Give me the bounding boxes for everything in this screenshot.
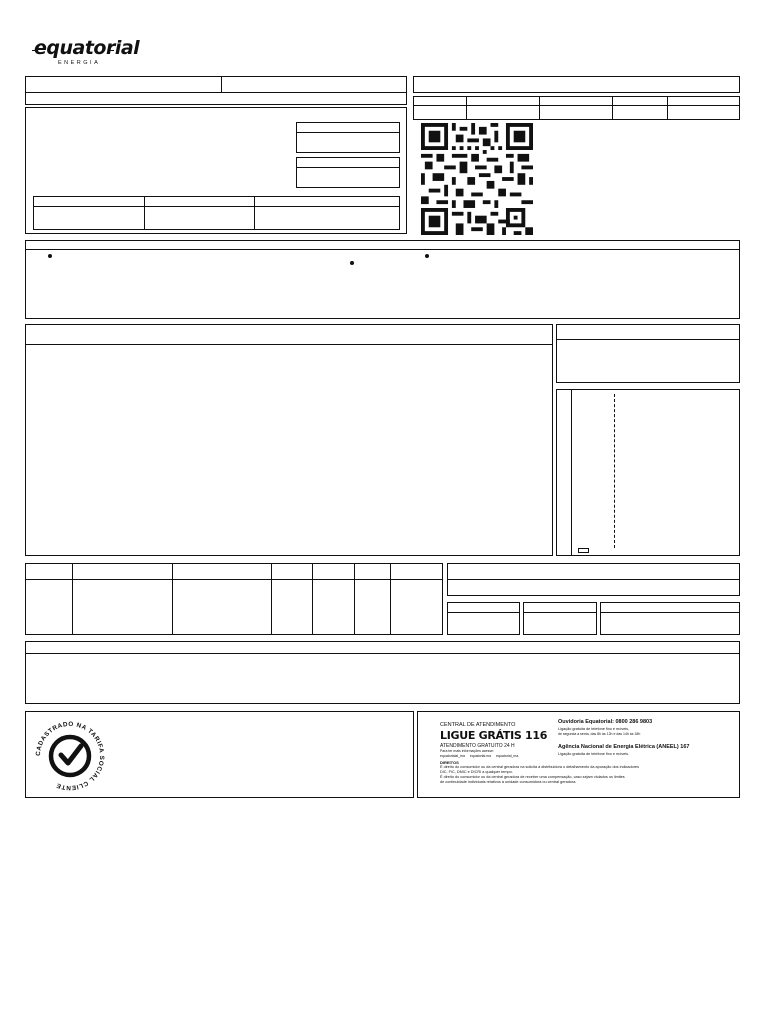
aneel-title: Agência Nacional de Energia Elétrica (ANEEL) 167 [558, 744, 690, 750]
central-label: CENTRAL DE ATENDIMENTO [440, 722, 516, 728]
ligue-gratis-number: LIGUE GRÁTIS 116 [440, 729, 548, 742]
totals-cell-2 [523, 602, 597, 635]
tarifa-social-box [25, 711, 414, 798]
aneel-sub: Ligação gratuita de telefone fixo e móveis. [558, 752, 630, 756]
logo-subtext: ENERGIA [58, 60, 101, 66]
totals-cell-1 [447, 602, 520, 635]
header-left-box [25, 76, 407, 105]
direitos-1b: DIC, FIC, DMIC e DICRI a qualquer tempo. [440, 770, 513, 774]
direitos-2: É direito do consumidor ou da central geradora de receber uma compensação, caso sejam violados os limites [440, 775, 625, 779]
seal-arc-text: CADASTRADO NA TARIFA SOCIAL CLIENTE [34, 720, 106, 792]
billing-items-box [25, 324, 553, 556]
atendimento-label: ATENDIMENTO GRATUITO 24 H [440, 743, 515, 749]
logo-wordmark: equatorial [34, 37, 140, 59]
direitos-2b: de continuidade individuais relativos à unidade consumidora ou central geradora. [440, 780, 577, 784]
ouvidoria-title: Ouvidoria Equatorial: 0800 286 9803 [558, 719, 653, 725]
site-line: Para ter mais informações acesse: [440, 749, 494, 753]
contact-box [417, 711, 740, 798]
info-small-box-1 [296, 122, 400, 153]
chart-legend-swatch [578, 548, 589, 553]
ouvidoria-sub1: Ligação gratuita de telefone fixo e móveis, [558, 727, 630, 731]
qr-code [418, 123, 536, 235]
company-logo [32, 37, 140, 70]
chart-dashed-axis [614, 394, 615, 548]
header-right-cells [413, 96, 740, 120]
ouvidoria-sub2: de segunda a sexta, das 8h às 12h e das 14h às 18h [558, 732, 641, 736]
messages-box [25, 641, 740, 704]
social-link-1[interactable]: equatorialal_ma [440, 754, 465, 758]
tarifa-social-seal [30, 716, 110, 796]
summary-box [556, 324, 740, 383]
direitos-1: É direito do consumidor ou da central geradora na solicita à distribuidora o detalhamento da apuração dos indicadores [440, 765, 640, 769]
client-info-box [25, 107, 407, 234]
totals-cell-3 [600, 602, 740, 635]
direitos-title: DIREITOS [440, 760, 459, 765]
svg-text:CADASTRADO NA TARIFA SOCIAL CL [35, 721, 105, 791]
bullet [48, 254, 52, 258]
info-table [33, 196, 400, 230]
check-circle-icon [51, 737, 89, 775]
consumption-chart [556, 389, 740, 556]
bullet [350, 261, 354, 265]
totals-header [447, 563, 740, 596]
header-right-title [413, 76, 740, 93]
social-link-3[interactable]: equatorial_ma [496, 754, 519, 758]
social-link-2[interactable]: equatorial.ma [469, 754, 492, 758]
info-small-box-2 [296, 157, 400, 188]
readings-table [25, 563, 443, 635]
bullet [425, 254, 429, 258]
notices-box [25, 240, 740, 319]
